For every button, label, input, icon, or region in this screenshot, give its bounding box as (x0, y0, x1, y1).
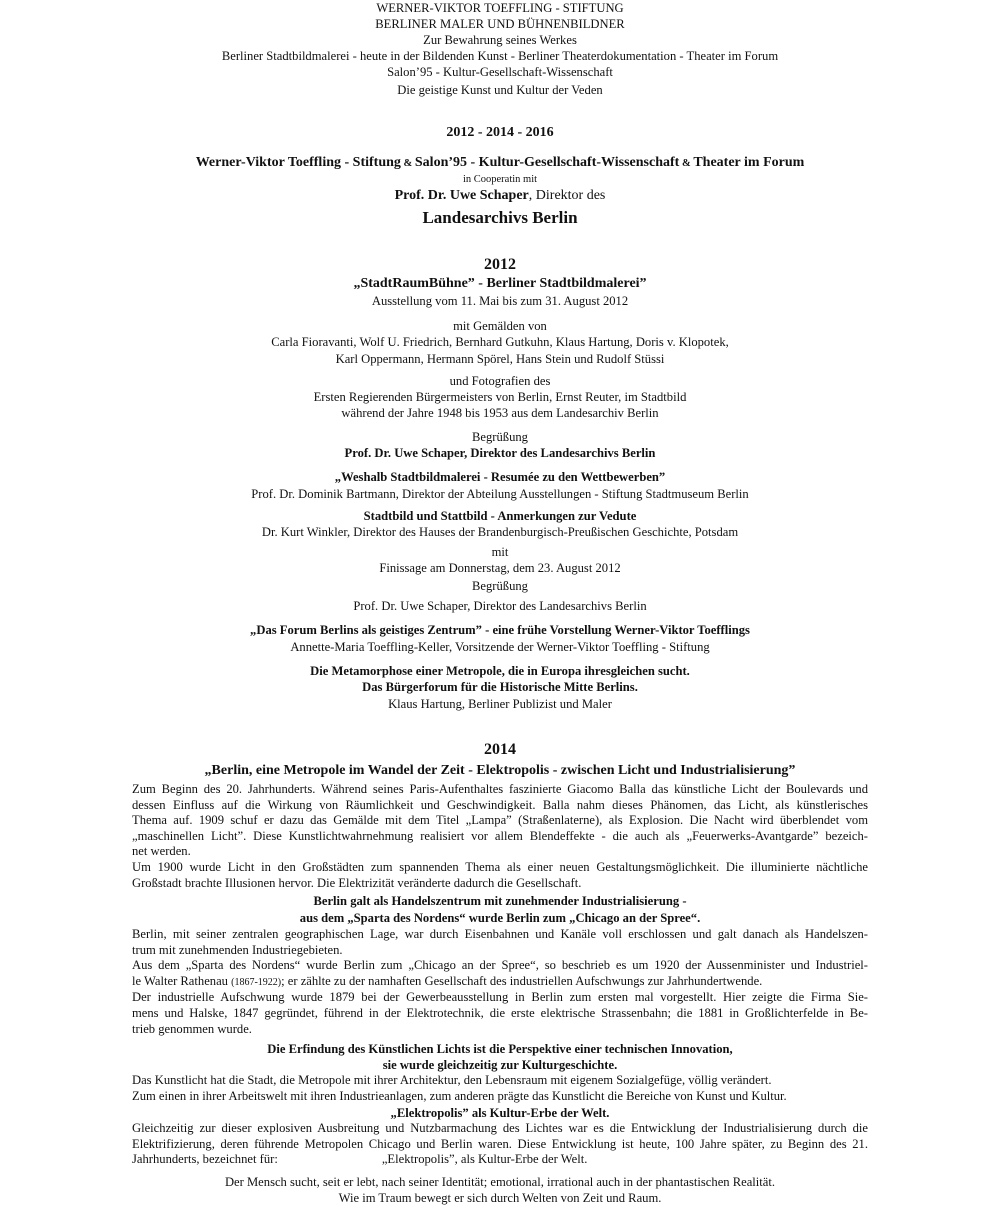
text-line: net werden. (132, 844, 191, 859)
partner-name: Prof. Dr. Uwe Schaper (394, 188, 529, 203)
talk-speaker-2: Dr. Kurt Winkler, Direktor des Hauses der Brandenburgisch-Preußischen Geschichte, Potsdam (261, 525, 739, 539)
coop-partner (0, 187, 1000, 204)
paragraph-electrification (132, 1121, 868, 1168)
photos-intro: und Fotografien des (449, 374, 551, 388)
subheading-elektropolis: „Elektropolis” als Kultur-Erbe der Welt. (390, 1106, 610, 1120)
text-line (132, 1152, 868, 1168)
photos-line-3: während der Jahre 1948 bis 1953 aus dem Landesarchiv Berlin (341, 406, 659, 420)
paragraph-artificial-light (132, 1073, 868, 1104)
year-2014-heading: 2014 (484, 741, 516, 758)
text-line: Berlin, mit seiner zentralen geographischen Lage, war durch Eisenbahnen und Kanäle voll erschlossen und galt danach als Handelszen- (132, 927, 868, 941)
text-fragment: le Walter Rathenau (132, 973, 232, 988)
subheading-trade-center: Berlin galt als Handelszentrum mit zunehmender Industrialisierung - (313, 894, 687, 908)
finissage-date: Finissage am Donnerstag, dem 23. August 2012 (379, 561, 621, 575)
coop-title-salon: Salon’95 - Kultur-Gesellschaft-Wissenschaft (414, 155, 680, 170)
foundation-areas: Berliner Stadtbildmalerei - heute in der Bildenden Kunst - Berliner Theaterdokumentation - Theater im Forum (221, 49, 779, 63)
text-line: Großstadt brachte Illusionen hervor. Die Elektrizität veränderte dadurch die Gesellschaft. (132, 875, 582, 890)
greeting-speaker-2: Prof. Dr. Uwe Schaper, Direktor des Landesarchivs Berlin (353, 599, 647, 613)
coop-title (0, 154, 1000, 171)
greeting-label: Begrüßung (472, 430, 528, 444)
ampersand: & (679, 158, 694, 169)
text-line: trieb genommen wurde. (132, 1021, 252, 1036)
subheading-culture-history: sie wurde gleichzeitig zur Kulturgeschichte. (382, 1058, 618, 1072)
in-cooperation: in Cooperatin mit (462, 174, 538, 185)
talk-title-4a: Die Metamorphose einer Metropole, die in Europa ihresgleichen sucht. (310, 664, 690, 678)
artists-line-2: Karl Oppermann, Hermann Spörel, Hans Stein und Rudolf Stüssi (335, 352, 665, 366)
text-line: „maschinellen Licht”. Diese Kunstlichtwahrnehmung realisiert vor allem Blendeffekte - die auch als „Feuerwerks-Avantgarde” bezeich- (132, 828, 868, 843)
closing-line-2: Wie im Traum bewegt er sich durch Welten von Zeit und Raum. (338, 1191, 662, 1205)
greeting-label-2: Begrüßung (472, 579, 528, 593)
text-fragment: ; er zählte zu der namhaften Gesellschaft des industriellen Aufschwungs zur Jahrhundertwende. (281, 973, 763, 988)
coop-title-theater: Theater im Forum (693, 155, 805, 170)
years-heading: 2012 - 2014 - 2016 (446, 125, 554, 140)
archive-name: Landesarchivs Berlin (422, 208, 578, 227)
text-line: Zum Beginn des 20. Jahrhunderts. Während seines Paris-Aufenthaltes faszinierte Giacomo Balla das künstliche Licht der Boulevards und (132, 782, 868, 796)
text-line: Um 1900 wurde Licht in den Großstädten zum spannenden Thema als einer neuen Gestaltungsmöglichkeit. Die illuminierte nächtliche (132, 859, 868, 874)
text-line (132, 974, 868, 991)
talk-title-2: Stadtbild und Stattbild - Anmerkungen zur Vedute (363, 509, 637, 523)
foundation-subtitle: BERLINER MALER UND BÜHNENBILDNER (375, 17, 625, 31)
text-line: Das Kunstlicht hat die Stadt, die Metropole mit ihrer Architektur, den Lebensraum mit eigenem Sozialgefüge, völlig verändert. (132, 1073, 772, 1087)
talk-title-3: „Das Forum Berlins als geistiges Zentrum” - eine frühe Vorstellung Werner-Viktor Toefflings (250, 623, 750, 637)
artists-line-1: Carla Fioravanti, Wolf U. Friedrich, Bernhard Gutkuhn, Klaus Hartung, Doris v. Klopotek, (271, 335, 729, 349)
text-line: Thema auf. 1909 schuf er dazu das Gemälde mit dem Titel „Lampa” (Straßenlaterne), als Explosion. Die Nacht wird überblendet vom (132, 813, 868, 828)
coop-title-foundation: Werner-Viktor Toeffling - Stiftung (195, 155, 401, 170)
talk-speaker-3: Annette-Maria Toeffling-Keller, Vorsitzende der Werner-Viktor Toeffling - Stiftung (290, 640, 710, 654)
greeting-speaker: Prof. Dr. Uwe Schaper, Direktor des Landesarchivs Berlin (344, 446, 656, 460)
paragraph-industry (132, 927, 868, 1037)
foundation-name: WERNER-VIKTOR TOEFFLING - STIFTUNG (376, 1, 624, 15)
talk-title-1: „Weshalb Stadtbildmalerei - Resumée zu den Wettbewerben” (334, 470, 666, 484)
text-line: Aus dem „Sparta des Nordens“ wurde Berlin zum „Chicago an der Spree“, so beschrieb es um 1920 der Aussenminister und Industriel- (132, 958, 868, 973)
paragraph-balla (132, 782, 868, 891)
paintings-intro: mit Gemälden von (453, 319, 547, 333)
talk-title-4b: Das Bürgerforum für die Historische Mitte Berlins. (362, 680, 638, 694)
exhibition-title: „StadtRaumBühne” - Berliner Stadtbildmalerei” (353, 276, 647, 291)
text-line: Elektrifizierung, deren führende Metropolen Chicago und Berlin waren. Diese Entwicklung ist heute, 100 Jahre später, zu Beginn des 21. (132, 1136, 868, 1151)
lifespan-note: (1867-1922) (231, 976, 282, 988)
talk-speaker-1: Prof. Dr. Dominik Bartmann, Direktor der Abteilung Ausstellungen - Stiftung Stadtmuseum Berlin (251, 487, 749, 501)
subheading-invention: Die Erfindung des Künstlichen Lichts ist die Perspektive einer technischen Innovation, (267, 1042, 733, 1056)
year-2012-heading: 2012 (484, 256, 516, 273)
text-line: mens und Halske, 1847 gegründet, führend in der Elektrotechnik, die erste elektrische Strassenbahn; die 1881 in Großlichterfelde in Be- (132, 1005, 868, 1020)
photos-line-2: Ersten Regierenden Bürgermeisters von Berlin, Ernst Reuter, im Stadtbild (313, 390, 687, 404)
subheading-sparta-chicago: aus dem „Sparta des Nordens“ wurde Berlin zum „Chicago an der Spree“. (299, 911, 701, 925)
text-fragment: Jahrhunderts, bezeichnet für: (132, 1152, 278, 1167)
salon-line: Salon’95 - Kultur-Gesellschaft-Wissenschaft (387, 65, 613, 79)
theme-title-2014: „Berlin, eine Metropole im Wandel der Zeit - Elektropolis - zwischen Licht und Industrialisierung” (204, 763, 796, 778)
text-line: Gleichzeitig zur dieser explosiven Ausbreitung und Nutzbarmachung des Lichtes war es die Entwicklung der Industrialisierung durch die (132, 1121, 868, 1135)
talk-speaker-4: Klaus Hartung, Berliner Publizist und Maler (388, 697, 612, 711)
foundation-purpose: Zur Bewahrung seines Werkes (423, 33, 577, 47)
partner-role: , Direktor des (528, 188, 606, 203)
exhibition-dates: Ausstellung vom 11. Mai bis zum 31. August 2012 (371, 294, 629, 308)
text-line: dessen Einfluss auf die Wirkung von Räumlichkeit und Geschwindigkeit. Balla nahm dieses Phänomen, das Licht, als künstlerisches (132, 797, 868, 812)
veden-line: Die geistige Kunst und Kultur der Veden (397, 83, 603, 97)
text-line: Der industrielle Aufschwung wurde 1879 bei der Gewerbeausstellung in Berlin zum ersten mal vorgestellt. Hier zeigte die Firma Sie- (132, 990, 868, 1005)
mit-label: mit (491, 545, 509, 559)
text-line: Zum einen in ihrer Arbeitswelt mit ihren Industrieanlagen, zum anderen prägte das Kunstlicht die Bereiche von Kunst und Kultur. (132, 1088, 787, 1103)
closing-line-1: Der Mensch sucht, seit er lebt, nach seiner Identität; emotional, irrational auch in der phantastischen Realität. (224, 1175, 776, 1189)
text-fragment: „Elektropolis”, als Kultur-Erbe der Welt. (381, 1152, 588, 1167)
text-line: trum mit zunehmenden Industriegebieten. (132, 942, 343, 957)
ampersand: & (400, 158, 415, 169)
